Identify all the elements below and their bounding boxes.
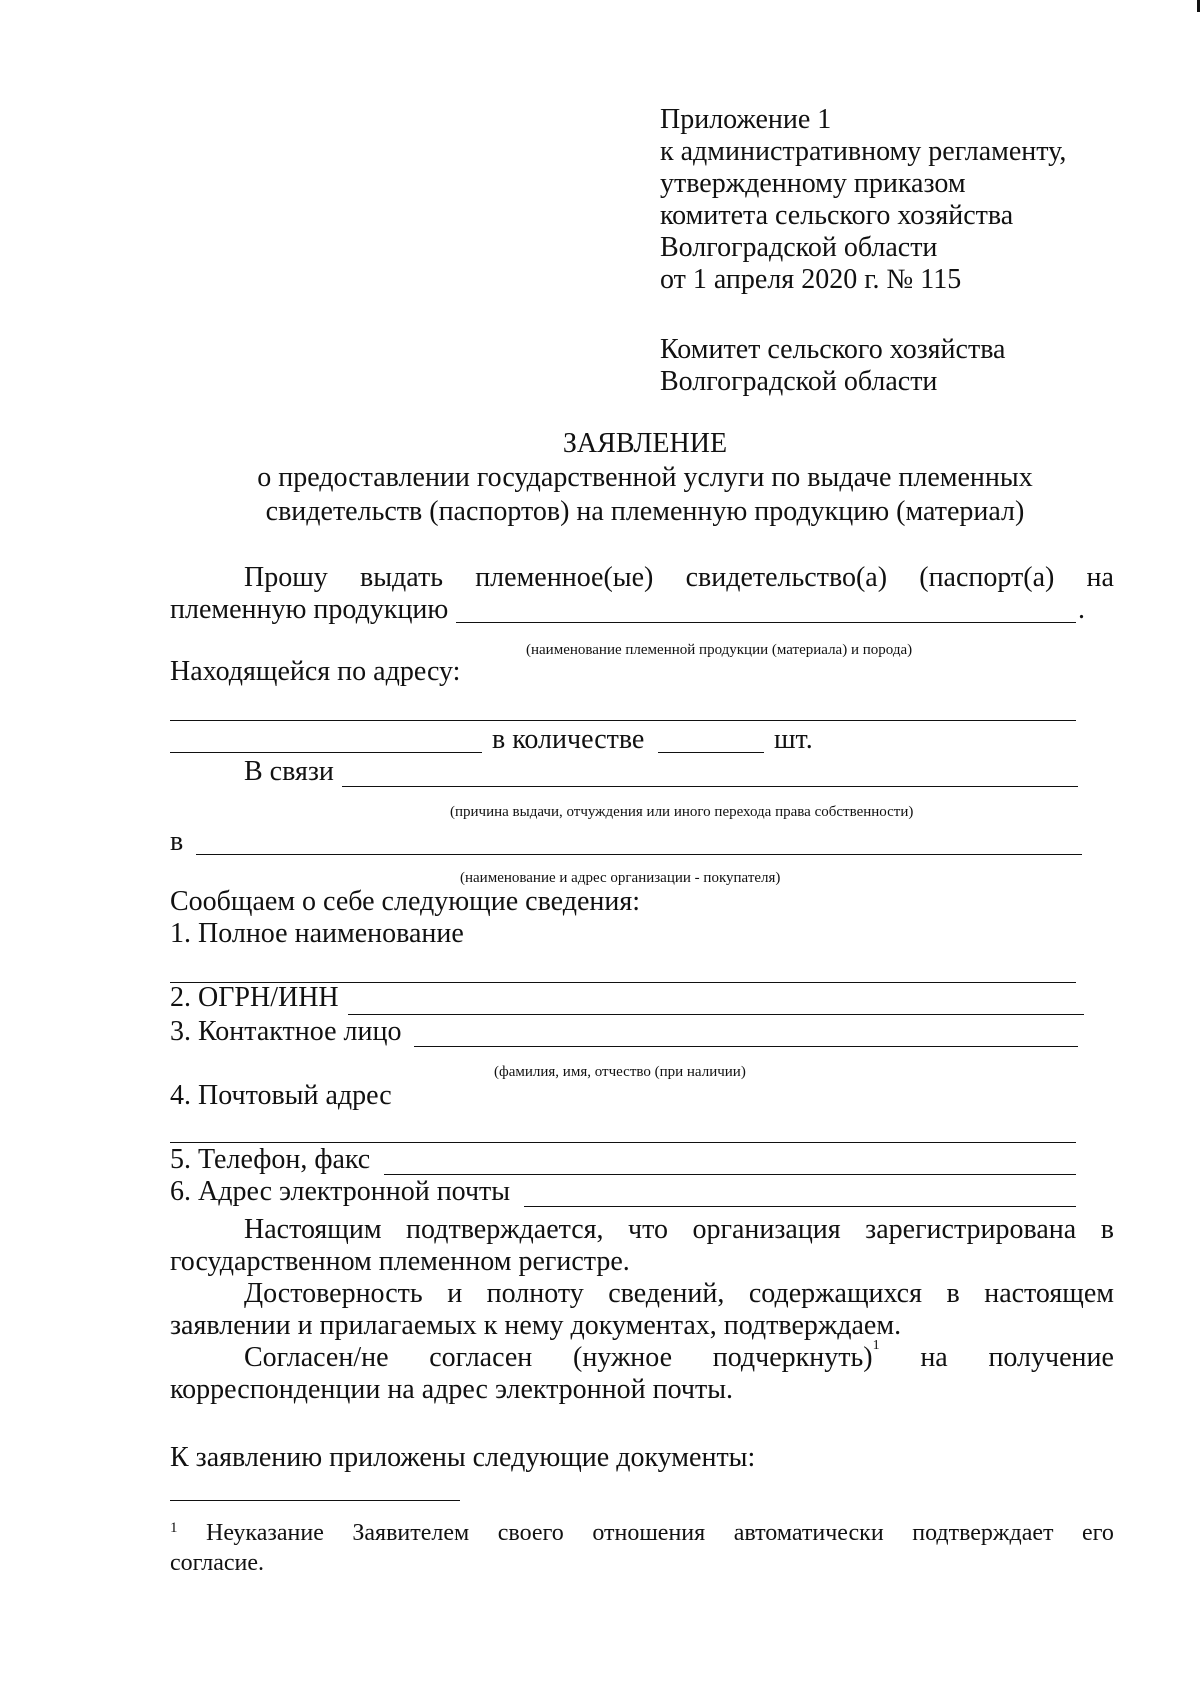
- phone-field[interactable]: [384, 1174, 1076, 1175]
- word: Достоверность: [244, 1278, 423, 1309]
- info-intro: Сообщаем о себе следующие сведения:: [170, 886, 640, 917]
- email-field[interactable]: [524, 1206, 1076, 1207]
- word: свидетельство(а): [685, 562, 888, 593]
- document-title: ЗАЯВЛЕНИЕ: [562, 428, 728, 459]
- word: согласен: [429, 1342, 533, 1373]
- buyer-label: в: [170, 826, 184, 857]
- footnote-line-2: согласие.: [170, 1550, 265, 1576]
- word: Настоящим: [244, 1214, 382, 1245]
- reason-label: В связи: [244, 756, 334, 787]
- word: на: [1086, 562, 1114, 593]
- full-name-label: 1. Полное наименование: [170, 918, 464, 949]
- word: и: [447, 1278, 463, 1309]
- word-with-footnote: [712, 1338, 880, 1374]
- consent-line-2: корреспонденции на адрес электронной почты.: [170, 1374, 734, 1405]
- word: его: [1082, 1520, 1114, 1546]
- word: (паспорт(а): [919, 562, 1055, 593]
- reason-caption: (причина выдачи, отчуждения или иного перехода права собственности): [450, 804, 914, 820]
- footnote-number: 1: [170, 1520, 178, 1536]
- buyer-field[interactable]: [196, 854, 1082, 855]
- word: зарегистрирована: [865, 1214, 1077, 1245]
- confirm-1-line-2: государственном племенном регистре.: [170, 1246, 630, 1277]
- product-field[interactable]: [456, 622, 1076, 623]
- footnote-ref: 1: [872, 1338, 880, 1353]
- word: что: [628, 1214, 668, 1245]
- confirm-1-line-1: [244, 1214, 1114, 1246]
- word: полноту: [486, 1278, 584, 1309]
- email-label: 6. Адрес электронной почты: [170, 1176, 511, 1207]
- word: (нужное: [573, 1342, 673, 1373]
- product-caption: (наименование племенной продукции (материала) и порода): [526, 642, 913, 658]
- request-line-1: [244, 562, 1114, 594]
- consent-line-1: [244, 1338, 1114, 1374]
- location-field[interactable]: [170, 720, 1076, 721]
- word: подтверждает: [912, 1520, 1054, 1546]
- location-label: Находящейся по адресу:: [170, 656, 461, 687]
- appendix-line: Приложение 1: [660, 104, 832, 135]
- word: на: [920, 1342, 948, 1373]
- appendix-line: к административному регламенту,: [660, 136, 1067, 167]
- word: содержащихся: [748, 1278, 922, 1309]
- word: сведений,: [608, 1278, 725, 1309]
- word: подчеркнуть): [712, 1342, 873, 1373]
- appendix-line: от 1 апреля 2020 г. № 115: [660, 264, 962, 295]
- footnote-line-1: [170, 1520, 1114, 1547]
- addressee-line: Комитет сельского хозяйства: [660, 334, 1006, 365]
- quantity-label: в количестве: [492, 724, 645, 755]
- ogrn-field[interactable]: [348, 1014, 1084, 1015]
- word: племенное(ые): [475, 562, 654, 593]
- reason-field[interactable]: [342, 786, 1078, 787]
- quantity-unit: шт.: [774, 724, 813, 755]
- contact-label: 3. Контактное лицо: [170, 1016, 402, 1047]
- contact-field[interactable]: [414, 1046, 1078, 1047]
- word: подтверждается,: [406, 1214, 604, 1245]
- word: Прошу: [244, 562, 328, 593]
- appendix-line: комитета сельского хозяйства: [660, 200, 1014, 231]
- word: Неуказание: [206, 1520, 324, 1546]
- document-subtitle: свидетельств (паспортов) на племенную продукцию (материал): [265, 496, 1025, 527]
- postal-field[interactable]: [170, 1142, 1076, 1143]
- confirm-2-line-2: заявлении и прилагаемых к нему документах, подтверждаем.: [170, 1310, 902, 1341]
- word: в: [946, 1278, 960, 1309]
- product-label: племенную продукцию: [170, 594, 449, 625]
- postal-label: 4. Почтовый адрес: [170, 1080, 392, 1111]
- word: организация: [692, 1214, 841, 1245]
- word: автоматически: [733, 1520, 884, 1546]
- word: Согласен/не: [244, 1342, 389, 1373]
- quantity-field[interactable]: [658, 752, 764, 753]
- document-subtitle: о предоставлении государственной услуги по выдаче племенных: [257, 462, 1033, 493]
- word: получение: [988, 1342, 1114, 1373]
- word: в: [1100, 1214, 1114, 1245]
- confirm-2-line-1: [244, 1278, 1114, 1310]
- end-dot: .: [1078, 594, 1085, 625]
- footnote-separator: [170, 1500, 460, 1501]
- location-field-continued[interactable]: [170, 752, 482, 753]
- word: Заявителем: [352, 1520, 470, 1546]
- word: настоящем: [984, 1278, 1114, 1309]
- contact-caption: (фамилия, имя, отчество (при наличии): [494, 1064, 746, 1080]
- word: отношения: [592, 1520, 706, 1546]
- word: выдать: [359, 562, 443, 593]
- addressee-line: Волгоградской области: [660, 366, 938, 397]
- appendix-line: утвержденному приказом: [660, 168, 966, 199]
- phone-label: 5. Телефон, факс: [170, 1144, 371, 1175]
- ogrn-label: 2. ОГРН/ИНН: [170, 982, 339, 1013]
- attachments-label: К заявлению приложены следующие документы:: [170, 1442, 756, 1473]
- word: своего: [497, 1520, 564, 1546]
- appendix-line: Волгоградской области: [660, 232, 938, 263]
- buyer-caption: (наименование и адрес организации - покупателя): [460, 870, 781, 886]
